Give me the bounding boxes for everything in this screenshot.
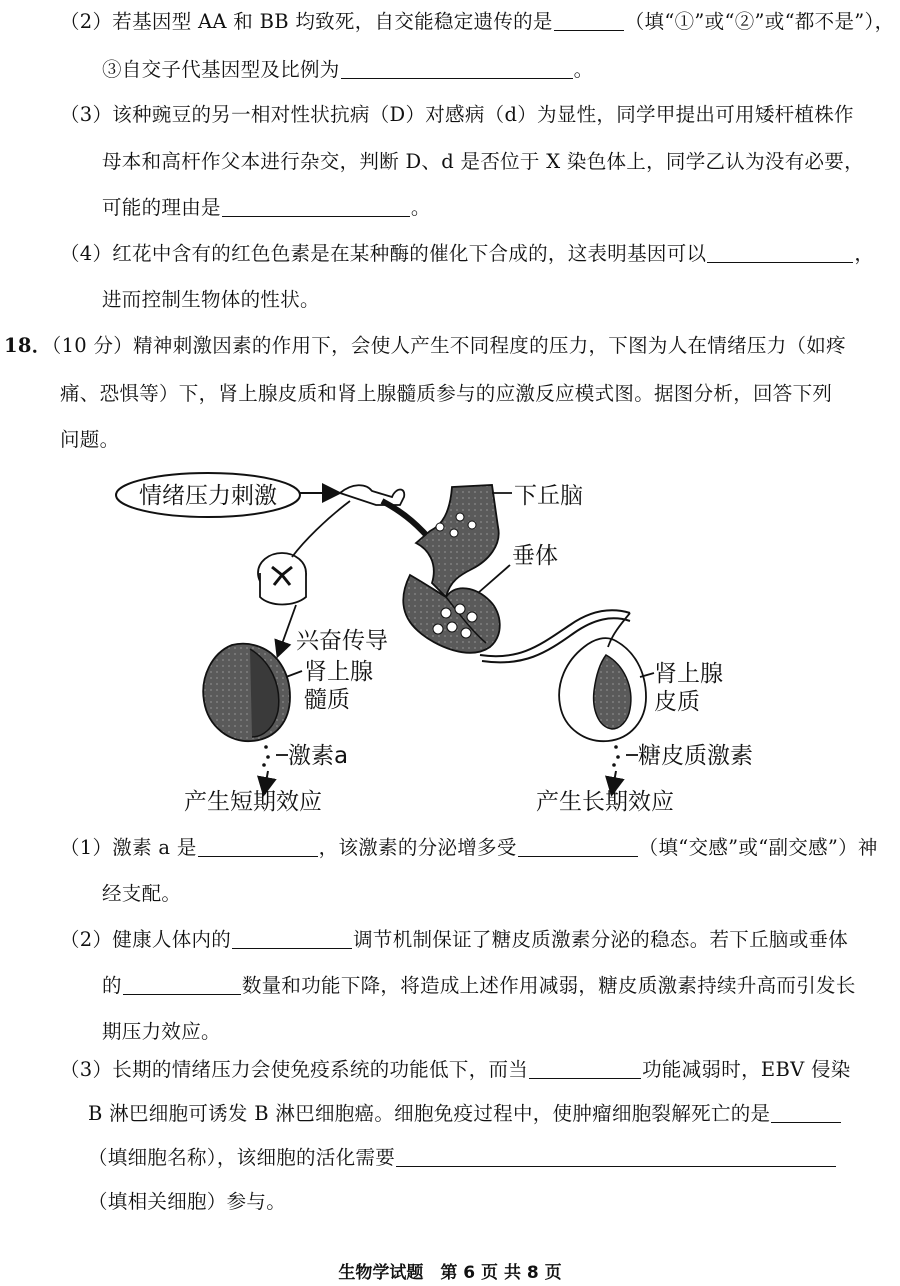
stress-response-diagram <box>100 465 800 825</box>
q17-4-line1 <box>60 240 874 268</box>
q18-2-line2 <box>102 972 856 1000</box>
excitation-label: 兴奋传导 <box>296 628 388 654</box>
q18-2-line3: 期压力效应。 <box>102 1020 221 1043</box>
q18-2-text-d: 数量和功能下降，将造成上述作用减弱，糖皮质激素持续升高而引发长 <box>241 974 856 997</box>
q18-2-line1 <box>60 926 848 954</box>
pituitary-pointer <box>478 565 510 593</box>
q17-4-line2: 进而控制生物体的性状。 <box>102 288 320 311</box>
q17-3-line3 <box>102 194 431 222</box>
q18-1-text-c: （填“交感”或“副交感”）神 <box>638 836 878 859</box>
q18-1-text-b: ，该激素的分泌增多受 <box>318 836 517 859</box>
descending-nerve <box>292 501 350 557</box>
q18-3-line3 <box>88 1144 837 1172</box>
q17-3-text-a: 可能的理由是 <box>102 196 221 219</box>
answer-blank[interactable] <box>529 1058 641 1079</box>
q17-4-text-a: （4）红花中含有的红色色素是在某种酶的催化下合成的，这表明基因可以 <box>60 242 707 265</box>
answer-blank[interactable] <box>232 928 352 949</box>
adrenal-cortex-gland <box>559 613 646 741</box>
q17-2-line1 <box>60 8 894 36</box>
stimulus-node <box>116 473 300 517</box>
q18-3-line4: （填相关细胞）参与。 <box>88 1190 287 1213</box>
answer-blank[interactable] <box>198 836 318 857</box>
medulla-label-1: 肾上腺 <box>304 659 373 685</box>
q18-1-line1 <box>60 834 878 862</box>
q17-2-text-b: （填“①”或“②”或“都不是”）， <box>624 10 895 33</box>
answer-blank[interactable] <box>341 58 573 79</box>
spinal-cord <box>258 553 306 605</box>
q17-2-text-d: 。 <box>573 58 594 81</box>
pituitary-label: 垂体 <box>512 543 558 569</box>
q18-2-text-a: （2）健康人体内的 <box>60 928 232 951</box>
q17-3-line1: （3）该种豌豆的另一相对性状抗病（D）对感病（d）为显性，同学甲提出可用矮杆植株作 <box>60 103 854 126</box>
long-effect-label: 产生长期效应 <box>536 789 674 815</box>
page-footer: 生物学试题 第 6 页 共 8 页 <box>338 1263 562 1283</box>
q18-2-text-c: 的 <box>102 974 122 997</box>
hypothalamus-label: 下丘脑 <box>514 483 583 509</box>
q18-line3: 问题。 <box>60 428 120 451</box>
q18-2-text-b: 调节机制保证了糖皮质激素分泌的稳态。若下丘脑或垂体 <box>353 928 849 951</box>
q17-2-text-c: ③自交子代基因型及比例为 <box>102 58 340 81</box>
answer-blank[interactable] <box>396 1146 836 1167</box>
stimulus-label: 情绪压力刺激 <box>139 483 277 509</box>
q17-3-line2: 母本和高杆作父本进行杂交，判断 D、d 是否位于 X 染色体上，同学乙认为没有必要， <box>102 150 864 173</box>
glucocorticoid-label: 糖皮质激素 <box>638 743 753 769</box>
glucocorticoid-dots <box>612 745 620 767</box>
q18-1-text-a: （1）激素 a 是 <box>60 836 197 859</box>
excitation-arrow <box>278 605 296 655</box>
hormone-a-dots <box>262 745 270 767</box>
q17-2-text-a: （2）若基因型 AA 和 BB 均致死，自交能稳定遗传的是 <box>60 10 553 33</box>
answer-blank[interactable] <box>123 974 241 995</box>
q18-3-text-b: 功能减弱时，EBV 侵染 <box>642 1058 851 1081</box>
q18-1-line2: 经支配。 <box>102 882 182 905</box>
q18-3-line2 <box>88 1100 842 1128</box>
answer-blank[interactable] <box>554 10 624 31</box>
answer-blank[interactable] <box>707 242 853 263</box>
q18-3-text-d: （填细胞名称），该细胞的活化需要 <box>88 1146 396 1169</box>
q18-line1 <box>4 332 846 360</box>
q18-3-text-a: （3）长期的情绪压力会使免疫系统的功能低下，而当 <box>60 1058 529 1081</box>
answer-blank[interactable] <box>518 836 638 857</box>
hormone-a-label: 激素a <box>288 743 349 769</box>
cortex-label-2: 皮质 <box>654 689 700 715</box>
question-number: 18． <box>4 334 52 357</box>
medulla-pointer <box>286 671 302 677</box>
q18-3-text-c: B 淋巴细胞可诱发 B 淋巴细胞癌。细胞免疫过程中，使肿瘤细胞裂解死亡的是 <box>88 1102 771 1125</box>
answer-blank[interactable] <box>222 196 410 217</box>
short-effect-label: 产生短期效应 <box>184 789 322 815</box>
adrenal-medulla-gland <box>203 644 290 741</box>
cortex-label-1: 肾上腺 <box>654 661 723 687</box>
hypothalamus-region <box>416 485 499 597</box>
q17-4-text-b: ， <box>854 242 875 265</box>
answer-blank[interactable] <box>771 1102 841 1123</box>
q17-2-line2 <box>102 56 593 84</box>
q18-line2: 痛、恐惧等）下，肾上腺皮质和肾上腺髓质参与的应激反应模式图。据图分析，回答下列 <box>60 382 833 405</box>
q18-3-line1 <box>60 1056 851 1084</box>
q17-3-text-b: 。 <box>410 196 431 219</box>
q18-intro-1: （10 分）精神刺激因素的作用下，会使人产生不同程度的压力，下图为人在情绪压力（如疼 <box>51 334 846 357</box>
medulla-label-2: 髓质 <box>304 687 350 713</box>
